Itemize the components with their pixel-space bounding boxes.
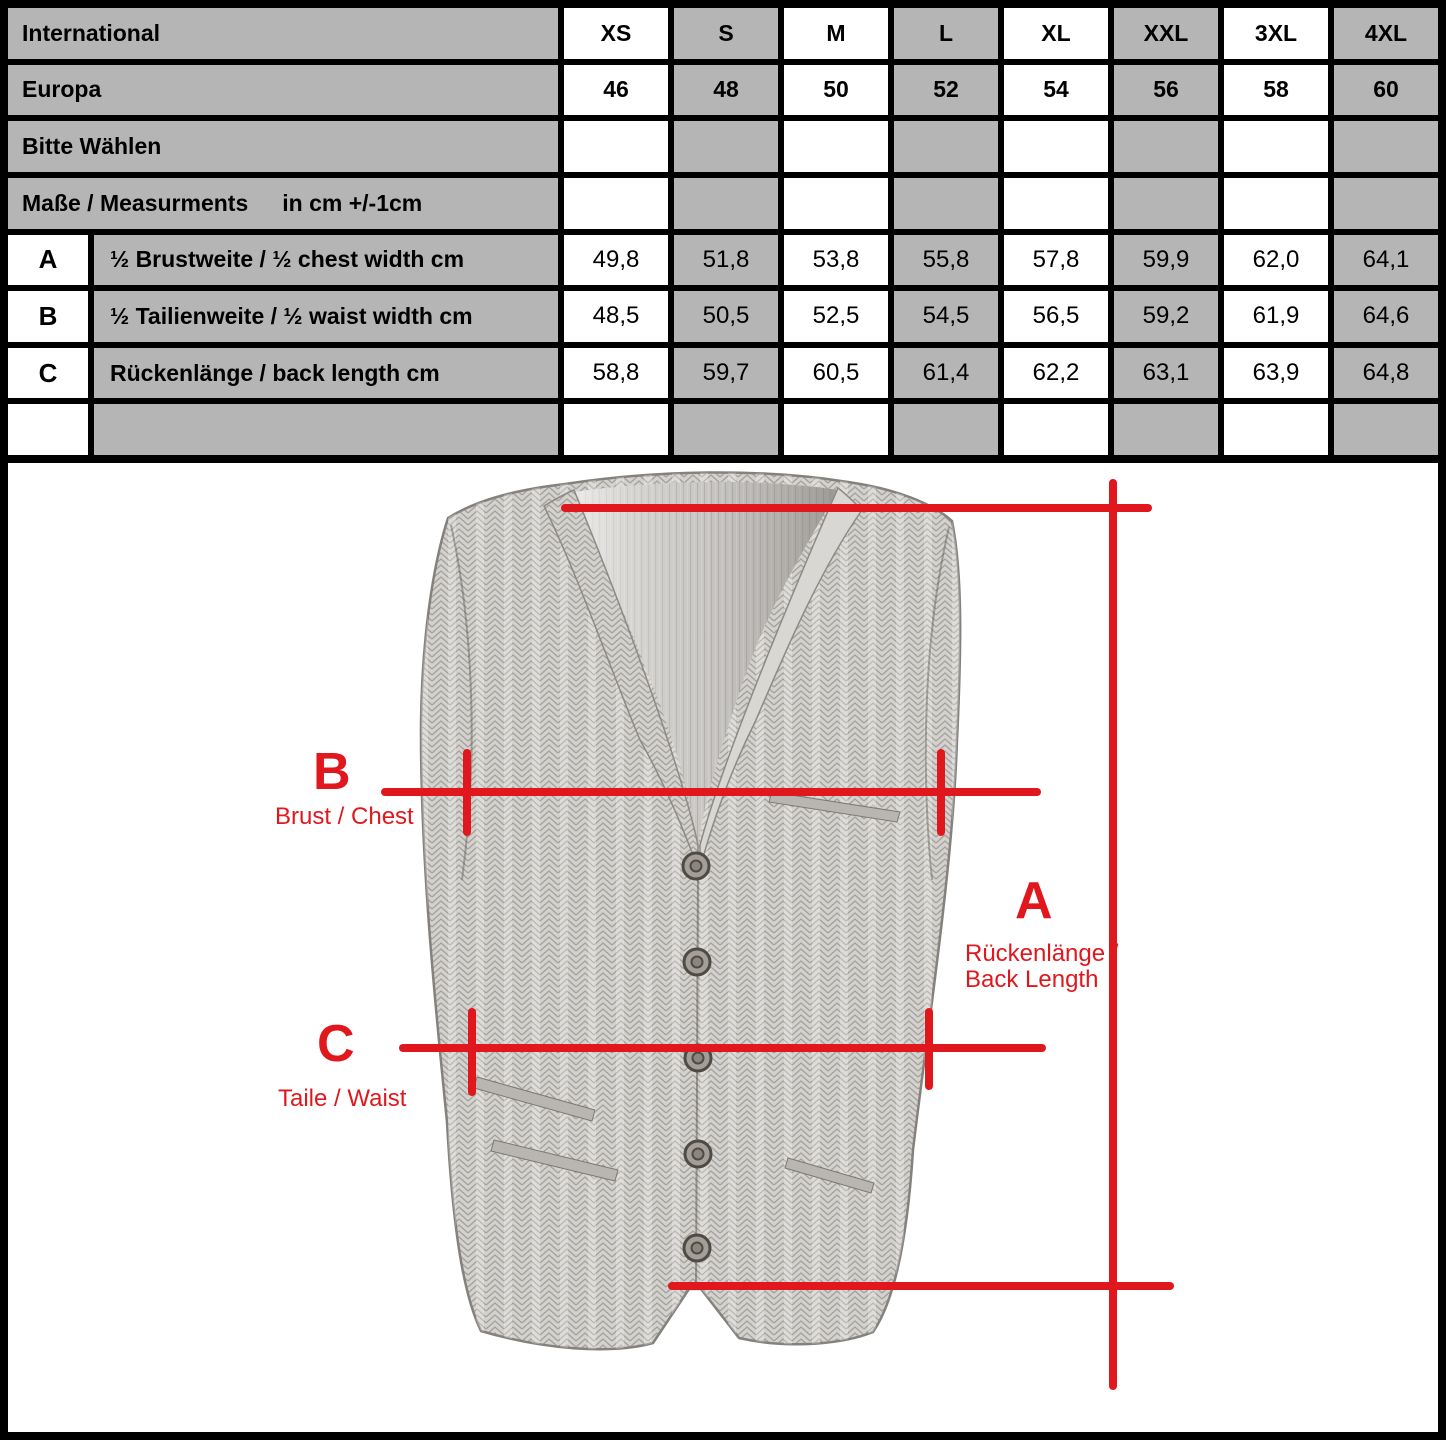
row-label-measurements <box>8 178 558 229</box>
size-diagram <box>0 455 1446 1440</box>
empty-cell <box>674 404 778 455</box>
row-label-waist-width: ½ Tailienweite / ½ waist width cm <box>94 291 558 342</box>
size-header-xxl: XXL <box>1114 8 1218 59</box>
size-header-4xl: 4XL <box>1334 8 1438 59</box>
label-b: B <box>313 743 351 801</box>
size-header-m: M <box>784 8 888 59</box>
empty-cell <box>1334 178 1438 229</box>
value-cell: 54,5 <box>894 291 998 342</box>
empty-cell <box>674 178 778 229</box>
value-cell: 58,8 <box>564 348 668 399</box>
row-label-back-length: Rückenlänge / back length cm <box>94 348 558 399</box>
value-cell: 56,5 <box>1004 291 1108 342</box>
value-cell: 52,5 <box>784 291 888 342</box>
size-header-s: S <box>674 8 778 59</box>
empty-cell <box>894 178 998 229</box>
label-c: C <box>317 1015 355 1073</box>
vest-illustration <box>8 463 1438 1432</box>
eu-size-cell: 54 <box>1004 65 1108 116</box>
size-select-cell-l[interactable] <box>894 121 998 172</box>
value-cell: 64,6 <box>1334 291 1438 342</box>
value-cell: 61,4 <box>894 348 998 399</box>
value-cell: 63,9 <box>1224 348 1328 399</box>
value-cell: 63,1 <box>1114 348 1218 399</box>
label-b-caption: Brust / Chest <box>275 803 414 830</box>
size-header-l: L <box>894 8 998 59</box>
row-letter-c: C <box>8 348 88 399</box>
empty-cell <box>1114 404 1218 455</box>
row-letter-a: A <box>8 235 88 286</box>
measurements-label: Maße / Measurments <box>22 189 249 216</box>
empty-cell <box>1004 404 1108 455</box>
row-label-bitte-waehlen: Bitte Wählen <box>8 121 558 172</box>
empty-cell <box>1224 404 1328 455</box>
label-a-caption-line2: Back Length <box>965 966 1099 993</box>
empty-cell <box>1224 178 1328 229</box>
value-cell: 61,9 <box>1224 291 1328 342</box>
value-cell: 62,0 <box>1224 235 1328 286</box>
empty-cell <box>564 178 668 229</box>
row-letter-b: B <box>8 291 88 342</box>
size-table <box>0 0 1446 455</box>
value-cell: 57,8 <box>1004 235 1108 286</box>
size-select-cell-4xl[interactable] <box>1334 121 1438 172</box>
eu-size-cell: 46 <box>564 65 668 116</box>
label-c-caption: Taile / Waist <box>278 1085 407 1112</box>
size-select-cell-xl[interactable] <box>1004 121 1108 172</box>
empty-cell <box>1114 178 1218 229</box>
value-cell: 51,8 <box>674 235 778 286</box>
empty-cell <box>1004 178 1108 229</box>
empty-cell <box>894 404 998 455</box>
size-select-cell-3xl[interactable] <box>1224 121 1328 172</box>
empty-cell <box>784 404 888 455</box>
row-label-empty <box>94 404 558 455</box>
row-label-international: International <box>8 8 558 59</box>
empty-cell <box>784 178 888 229</box>
value-cell: 49,8 <box>564 235 668 286</box>
value-cell: 64,8 <box>1334 348 1438 399</box>
eu-size-cell: 48 <box>674 65 778 116</box>
label-a-caption <box>965 941 1118 993</box>
empty-cell <box>1334 404 1438 455</box>
measurements-unit: in cm +/-1cm <box>282 189 423 216</box>
empty-cell <box>564 404 668 455</box>
value-cell: 50,5 <box>674 291 778 342</box>
eu-size-cell: 58 <box>1224 65 1328 116</box>
label-a-caption-line1: Rückenlänge / <box>965 940 1119 967</box>
eu-size-cell: 50 <box>784 65 888 116</box>
size-select-cell-m[interactable] <box>784 121 888 172</box>
row-letter-empty <box>8 404 88 455</box>
eu-size-cell: 56 <box>1114 65 1218 116</box>
value-cell: 59,2 <box>1114 291 1218 342</box>
value-cell: 53,8 <box>784 235 888 286</box>
size-header-xs: XS <box>564 8 668 59</box>
value-cell: 62,2 <box>1004 348 1108 399</box>
value-cell: 59,9 <box>1114 235 1218 286</box>
size-select-cell-xxl[interactable] <box>1114 121 1218 172</box>
eu-size-cell: 52 <box>894 65 998 116</box>
size-header-xl: XL <box>1004 8 1108 59</box>
label-a: A <box>1015 872 1053 930</box>
row-label-chest-width: ½ Brustweite / ½ chest width cm <box>94 235 558 286</box>
vest-body <box>400 463 980 1380</box>
row-label-europa: Europa <box>8 65 558 116</box>
eu-size-cell: 60 <box>1334 65 1438 116</box>
value-cell: 55,8 <box>894 235 998 286</box>
value-cell: 60,5 <box>784 348 888 399</box>
value-cell: 48,5 <box>564 291 668 342</box>
size-select-cell-s[interactable] <box>674 121 778 172</box>
size-select-cell-xs[interactable] <box>564 121 668 172</box>
size-header-3xl: 3XL <box>1224 8 1328 59</box>
value-cell: 59,7 <box>674 348 778 399</box>
value-cell: 64,1 <box>1334 235 1438 286</box>
